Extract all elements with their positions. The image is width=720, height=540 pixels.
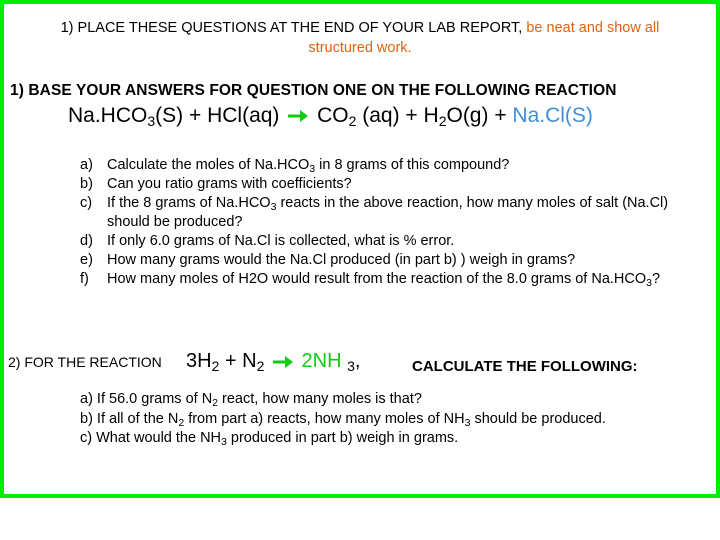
question-letter: c) [80, 195, 93, 211]
instructions-highlight: be neat and show all [526, 20, 660, 36]
subscript: 3 [646, 277, 652, 289]
subscript: 2 [438, 113, 447, 129]
question-text-part: reacts in the above reaction, how many moles of salt (Na.Cl) should be produced? [107, 195, 669, 230]
subscript: 3 [464, 416, 471, 429]
question-item [80, 410, 710, 430]
question-text [107, 270, 710, 289]
question-text-part: a) If 56.0 grams of N [80, 391, 213, 407]
question-item [80, 251, 710, 270]
question-text-part: b) If all of the N [80, 410, 179, 427]
section2-questions [80, 390, 710, 449]
question-text-part: produced in part b) weigh in grams. [226, 430, 459, 446]
section2-instruction: CALCULATE THE FOLLOWING: [412, 358, 638, 375]
product-2-state: O(g) + [446, 104, 513, 127]
subscript: 3 [147, 113, 156, 129]
question-letter: e) [80, 252, 93, 268]
instructions-line2: structured work. [308, 40, 412, 56]
question-text [107, 156, 710, 175]
subscript: 3 [309, 163, 316, 175]
reaction-1 [68, 104, 593, 128]
right-arrow-icon [287, 109, 309, 123]
product-1: CO [311, 104, 349, 127]
question-item [80, 270, 710, 289]
instructions-text: 1) PLACE THESE QUESTIONS AT THE END OF YOUR LAB REPORT, [60, 20, 527, 36]
question-text-part: If only 6.0 grams of Na.Cl is collected, what is % error. [107, 233, 455, 249]
section1-questions [80, 156, 710, 289]
question-text [107, 251, 710, 270]
product-3: Na.Cl(S) [512, 104, 593, 127]
question-item [80, 175, 710, 194]
subscript: 2 [178, 416, 185, 429]
subscript: 2 [256, 358, 265, 374]
subscript: 2 [348, 113, 357, 129]
subscript: 2 [211, 358, 220, 374]
question-text-part: How many grams would the Na.Cl produced (in part b) ) weigh in grams? [107, 252, 576, 268]
question-letter: a) [80, 157, 93, 173]
question-letter: d) [80, 233, 93, 249]
question-text [107, 194, 710, 232]
question-item [80, 390, 710, 410]
question-text-part: should be produced. [470, 410, 606, 427]
instructions [0, 18, 720, 58]
question-text-part: Can you ratio grams with coefficients? [107, 176, 352, 192]
subscript: 3 [270, 201, 277, 213]
right-arrow-icon [272, 355, 294, 369]
question-item [80, 194, 710, 232]
reactant-2: + N [219, 350, 257, 372]
question-item [80, 232, 710, 251]
reactant-1: 3H [186, 350, 212, 372]
question-text-part: in 8 grams of this compound? [315, 157, 510, 173]
subscript: 2 [212, 397, 219, 409]
section2-heading: 2) FOR THE REACTION [8, 354, 162, 370]
question-item [80, 429, 710, 449]
question-text-part: How many moles of H2O would result from the reaction of the 8.0 grams of Na.HCO [107, 271, 647, 287]
question-text-part: ? [651, 271, 661, 287]
section1-heading: 1) BASE YOUR ANSWERS FOR QUESTION ONE ON THE FOLLOWING REACTION [10, 82, 617, 99]
question-text-part: Calculate the moles of Na.HCO [107, 157, 310, 173]
question-text-part: c) What would the NH [80, 430, 222, 446]
question-text-part: If the 8 grams of Na.HCO [107, 195, 271, 211]
product: 2NH [301, 350, 342, 372]
question-letter: f) [80, 271, 89, 287]
reaction-comma: , [354, 350, 361, 372]
question-text-part: from part a) reacts, how many moles of NH [184, 410, 465, 427]
product-2: (aq) + H [356, 104, 439, 127]
question-letter: b) [80, 176, 93, 192]
reactant-1: Na.HCO [68, 104, 148, 127]
question-text-part: react, how many moles is that? [218, 391, 422, 407]
question-item [80, 156, 710, 175]
question-text [107, 175, 710, 194]
subscript: 3 [221, 436, 227, 448]
subscript: 3 [347, 358, 355, 374]
reaction-2 [186, 350, 360, 373]
reactant-2: (S) + HCl(aq) [155, 104, 286, 127]
question-text [107, 232, 710, 251]
